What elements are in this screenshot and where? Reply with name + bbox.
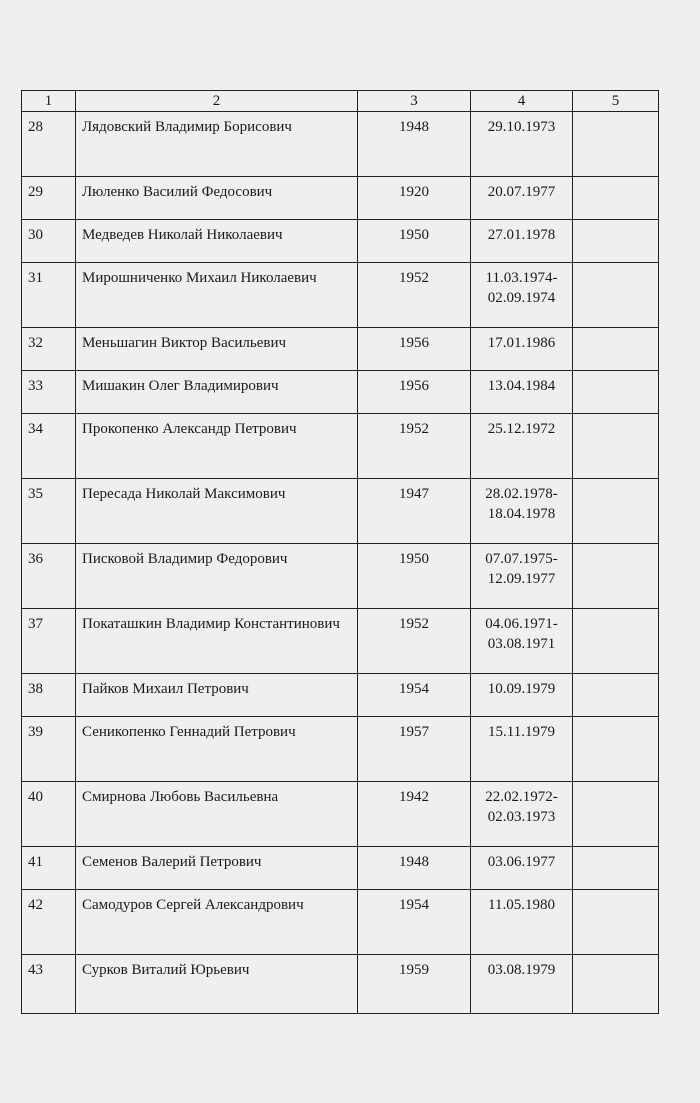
table-row: [22, 263, 659, 328]
service-date: 27.01.1978: [471, 220, 573, 263]
note-cell: [573, 890, 659, 955]
service-date: 25.12.1972: [471, 414, 573, 479]
table-row: [22, 112, 659, 177]
birth-year: 1954: [358, 890, 471, 955]
note-cell: [573, 220, 659, 263]
service-date: 11.03.1974-02.09.1974: [471, 263, 573, 328]
registry-table: [21, 90, 659, 1014]
service-date: 04.06.1971-03.08.1971: [471, 609, 573, 674]
birth-year: 1942: [358, 782, 471, 847]
note-cell: [573, 263, 659, 328]
person-name: Медведев Николай Николаевич: [76, 220, 358, 263]
birth-year: 1957: [358, 717, 471, 782]
birth-year: 1959: [358, 955, 471, 1014]
birth-year: 1950: [358, 544, 471, 609]
service-date: 15.11.1979: [471, 717, 573, 782]
person-name: Мирошниченко Михаил Николаевич: [76, 263, 358, 328]
row-number: 43: [22, 955, 76, 1014]
service-date: 28.02.1978-18.04.1978: [471, 479, 573, 544]
table-row: [22, 674, 659, 717]
note-cell: [573, 609, 659, 674]
service-date: 03.06.1977: [471, 847, 573, 890]
person-name: Семенов Валерий Петрович: [76, 847, 358, 890]
table-row: [22, 717, 659, 782]
note-cell: [573, 674, 659, 717]
table-row: [22, 479, 659, 544]
service-date: 03.08.1979: [471, 955, 573, 1014]
birth-year: 1948: [358, 847, 471, 890]
person-name: Смирнова Любовь Васильевна: [76, 782, 358, 847]
note-cell: [573, 955, 659, 1014]
note-cell: [573, 782, 659, 847]
note-cell: [573, 177, 659, 220]
person-name: Меньшагин Виктор Васильевич: [76, 328, 358, 371]
service-date: 13.04.1984: [471, 371, 573, 414]
row-number: 37: [22, 609, 76, 674]
service-date: 20.07.1977: [471, 177, 573, 220]
service-date: 29.10.1973: [471, 112, 573, 177]
birth-year: 1954: [358, 674, 471, 717]
service-date: 22.02.1972-02.03.1973: [471, 782, 573, 847]
table-row: [22, 609, 659, 674]
note-cell: [573, 717, 659, 782]
person-name: Люленко Василий Федосович: [76, 177, 358, 220]
row-number: 29: [22, 177, 76, 220]
table-row: [22, 890, 659, 955]
service-date: 10.09.1979: [471, 674, 573, 717]
person-name: Пайков Михаил Петрович: [76, 674, 358, 717]
person-name: Покаташкин Владимир Константинович: [76, 609, 358, 674]
person-name: Писковой Владимир Федорович: [76, 544, 358, 609]
row-number: 32: [22, 328, 76, 371]
birth-year: 1950: [358, 220, 471, 263]
person-name: Мишакин Олег Владимирович: [76, 371, 358, 414]
note-cell: [573, 479, 659, 544]
birth-year: 1952: [358, 263, 471, 328]
note-cell: [573, 371, 659, 414]
person-name: Прокопенко Александр Петрович: [76, 414, 358, 479]
row-number: 30: [22, 220, 76, 263]
table-row: [22, 220, 659, 263]
table-row: [22, 414, 659, 479]
service-date: 17.01.1986: [471, 328, 573, 371]
table-row: [22, 177, 659, 220]
service-date: 07.07.1975-12.09.1977: [471, 544, 573, 609]
row-number: 38: [22, 674, 76, 717]
table-row: [22, 782, 659, 847]
row-number: 42: [22, 890, 76, 955]
column-header-4: 4: [471, 91, 573, 112]
column-header-1: 1: [22, 91, 76, 112]
row-number: 35: [22, 479, 76, 544]
birth-year: 1956: [358, 328, 471, 371]
birth-year: 1956: [358, 371, 471, 414]
birth-year: 1948: [358, 112, 471, 177]
person-name: Самодуров Сергей Александрович: [76, 890, 358, 955]
table-row: [22, 847, 659, 890]
row-number: 36: [22, 544, 76, 609]
table-row: [22, 544, 659, 609]
note-cell: [573, 847, 659, 890]
column-header-5: 5: [573, 91, 659, 112]
row-number: 41: [22, 847, 76, 890]
person-name: Сурков Виталий Юрьевич: [76, 955, 358, 1014]
birth-year: 1952: [358, 414, 471, 479]
row-number: 28: [22, 112, 76, 177]
birth-year: 1920: [358, 177, 471, 220]
note-cell: [573, 414, 659, 479]
person-name: Лядовский Владимир Борисович: [76, 112, 358, 177]
table-row: [22, 371, 659, 414]
note-cell: [573, 328, 659, 371]
row-number: 34: [22, 414, 76, 479]
header-row: [22, 91, 659, 112]
column-header-2: 2: [76, 91, 358, 112]
row-number: 31: [22, 263, 76, 328]
person-name: Пересада Николай Максимович: [76, 479, 358, 544]
column-header-3: 3: [358, 91, 471, 112]
table-row: [22, 955, 659, 1014]
birth-year: 1947: [358, 479, 471, 544]
note-cell: [573, 112, 659, 177]
birth-year: 1952: [358, 609, 471, 674]
person-name: Сеникопенко Геннадий Петрович: [76, 717, 358, 782]
note-cell: [573, 544, 659, 609]
row-number: 33: [22, 371, 76, 414]
row-number: 40: [22, 782, 76, 847]
table-row: [22, 328, 659, 371]
service-date: 11.05.1980: [471, 890, 573, 955]
row-number: 39: [22, 717, 76, 782]
